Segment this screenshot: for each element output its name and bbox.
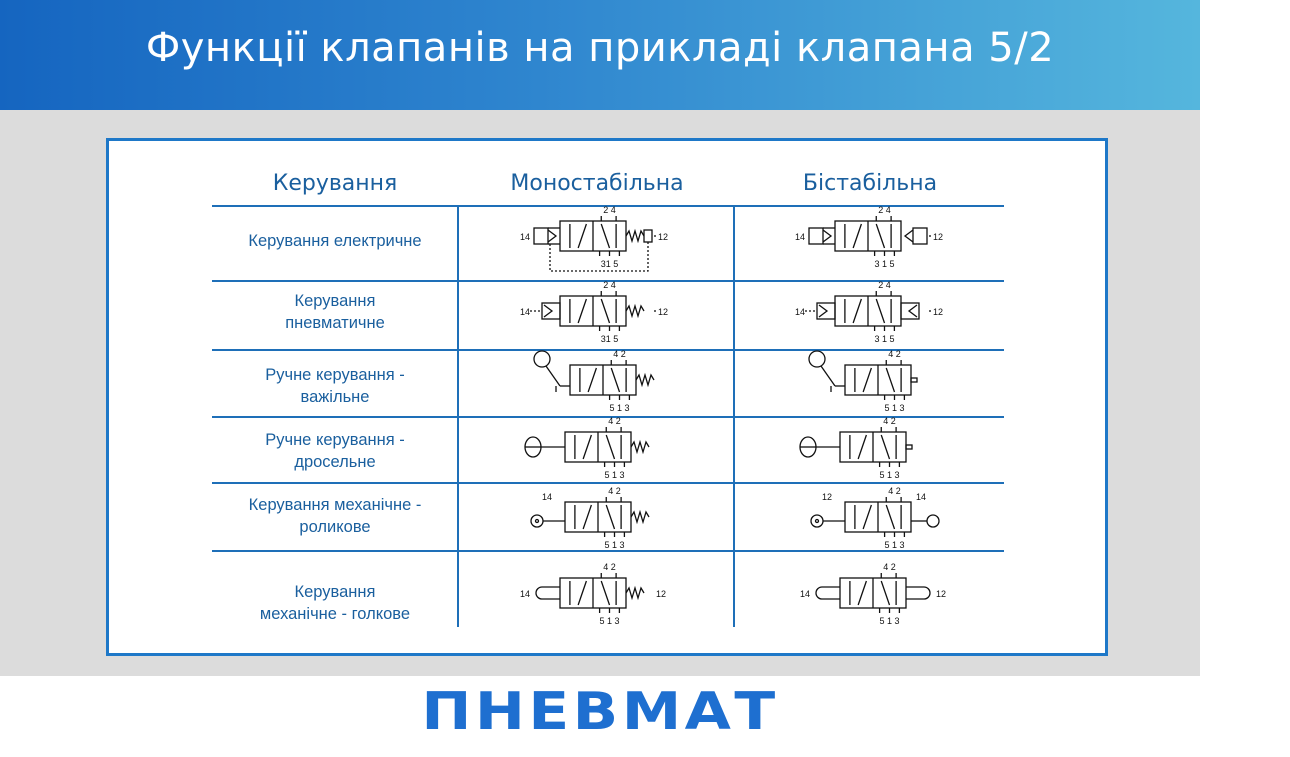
pilot-arrow-icon — [819, 305, 827, 317]
port-label-top: 2 4 — [878, 205, 891, 215]
port-label-top: 2 4 — [603, 205, 616, 215]
spring-icon — [636, 375, 654, 385]
row-label-line: Керування — [294, 583, 376, 601]
port-label-left: 14 — [541, 492, 553, 502]
flow-arrow — [881, 581, 889, 605]
row-label-electric — [212, 230, 458, 252]
row-label-line: Ручне керування - — [265, 366, 405, 384]
flow-arrow — [578, 224, 586, 248]
port-label-bottom: 31 5 — [600, 334, 619, 344]
solenoid-icon — [809, 228, 823, 244]
lever-knob-icon — [809, 351, 825, 367]
flow-arrow — [876, 299, 884, 323]
lever-arm-icon — [546, 366, 560, 386]
port-label-bottom: 5 1 3 — [599, 616, 620, 626]
pilot-icon — [823, 230, 831, 242]
flow-arrow — [858, 435, 866, 459]
flow-arrow — [886, 505, 894, 529]
row-label-line: механічне - голкове — [259, 605, 411, 623]
valve-symbol-plunger-mono — [515, 560, 665, 628]
solenoid-icon — [913, 228, 927, 244]
port-label-top: 4 2 — [883, 416, 896, 426]
roller-icon — [811, 515, 823, 527]
flow-arrow — [583, 435, 591, 459]
port-label-right: 12 — [658, 307, 669, 317]
port-label-bottom: 5 1 3 — [609, 403, 630, 413]
plunger-icon — [536, 587, 560, 599]
port-label-bottom: 3 1 5 — [874, 259, 895, 269]
row-label-pneumatic — [212, 290, 458, 334]
port-label-top: 4 2 — [603, 562, 616, 572]
grid-divider — [457, 207, 459, 627]
port-label-right: 12 — [933, 307, 944, 317]
port-label-bottom: 5 1 3 — [884, 540, 905, 550]
spring-icon — [626, 231, 644, 241]
flow-arrow — [583, 505, 591, 529]
valve-symbol-roller-mono — [520, 484, 660, 550]
flow-arrow — [578, 299, 586, 323]
page-title: Функції клапанів на прикладі клапана 5/2 — [145, 25, 1055, 71]
solenoid-icon — [534, 228, 548, 244]
roller-icon — [927, 515, 939, 527]
port-label-left: 12 — [821, 492, 833, 502]
flow-arrow — [853, 224, 861, 248]
port-label-right: 12 — [656, 589, 667, 599]
grid-divider — [733, 207, 735, 627]
flow-arrow — [881, 435, 889, 459]
row-label-line: важільне — [300, 388, 370, 406]
valve-symbol-lever-bi — [800, 347, 930, 413]
header-banner — [0, 0, 1200, 110]
spring-icon — [631, 512, 649, 522]
valve-symbol-button-bi — [795, 414, 930, 480]
flow-arrow — [863, 505, 871, 529]
lever-arm-icon — [821, 366, 835, 386]
port-label-left: 14 — [519, 589, 530, 599]
flow-arrow — [876, 224, 884, 248]
port-label-left: 14 — [519, 232, 530, 242]
flow-arrow — [611, 368, 619, 392]
row-label-button — [212, 429, 458, 473]
row-label-roller — [212, 494, 458, 538]
row-label-line: Керування — [294, 292, 376, 310]
detent-icon — [911, 378, 917, 382]
port-label-top: 4 2 — [888, 349, 901, 359]
port-label-left: 14 — [794, 232, 805, 242]
plunger-icon — [906, 587, 930, 599]
port-label-right: 12 — [658, 232, 669, 242]
port-label-top: 4 2 — [613, 349, 626, 359]
row-label-plunger — [212, 581, 458, 625]
flow-arrow — [601, 581, 609, 605]
flow-arrow — [601, 299, 609, 323]
flow-arrow — [606, 505, 614, 529]
flow-arrow — [853, 299, 861, 323]
spring-icon — [631, 442, 649, 452]
pilot-icon — [548, 230, 556, 242]
flow-arrow — [858, 581, 866, 605]
pilot-icon — [644, 230, 652, 242]
valve-symbol-electric-bi — [790, 203, 944, 273]
row-label-line: дросельне — [294, 453, 376, 471]
column-header-mono: Моностабільна — [510, 171, 684, 196]
port-label-top: 4 2 — [883, 562, 896, 572]
port-label-right: 12 — [936, 589, 947, 599]
port-label-bottom: 31 5 — [600, 259, 619, 269]
port-label-left: 14 — [794, 307, 805, 317]
row-label-line: пневматичне — [285, 314, 385, 332]
valve-symbol-button-mono — [520, 414, 655, 480]
pilot-arrow-icon — [544, 305, 552, 317]
detent-icon — [906, 445, 912, 449]
column-header-control: Керування — [272, 171, 398, 196]
port-label-left: 14 — [799, 589, 810, 599]
lever-knob-icon — [534, 351, 550, 367]
row-label-lever — [212, 364, 458, 408]
flow-arrow — [601, 224, 609, 248]
roller-axle-icon — [536, 520, 539, 523]
flow-arrow — [588, 368, 596, 392]
pilot-arrow-icon — [909, 305, 917, 317]
plunger-icon — [816, 587, 840, 599]
port-label-bottom: 5 1 3 — [879, 616, 900, 626]
valve-symbol-electric-mono — [515, 203, 669, 273]
valve-symbol-pneumatic-bi — [790, 278, 944, 348]
row-label-line: Керування механічне - — [248, 496, 422, 514]
spring-icon — [626, 588, 644, 598]
flow-arrow — [863, 368, 871, 392]
spring-icon — [626, 306, 644, 316]
port-label-top: 2 4 — [878, 280, 891, 290]
valve-symbol-pneumatic-mono — [515, 278, 669, 348]
port-label-top: 4 2 — [608, 416, 621, 426]
port-label-left: 14 — [519, 307, 530, 317]
valve-symbol-plunger-bi — [795, 560, 945, 628]
port-label-right: 12 — [933, 232, 944, 242]
roller-icon — [531, 515, 543, 527]
port-label-bottom: 5 1 3 — [604, 540, 625, 550]
port-label-bottom: 5 1 3 — [884, 403, 905, 413]
valve-symbol-lever-mono — [525, 347, 655, 413]
row-label-line: роликове — [299, 518, 371, 536]
column-header-bi: Бістабільна — [802, 171, 938, 196]
flow-arrow — [606, 435, 614, 459]
flow-arrow — [578, 581, 586, 605]
roller-axle-icon — [816, 520, 819, 523]
port-label-bottom: 5 1 3 — [879, 470, 900, 480]
row-label-line: Керування електричне — [248, 232, 422, 250]
port-label-top: 4 2 — [608, 486, 621, 496]
port-label-right: 14 — [915, 492, 927, 502]
row-label-line: Ручне керування - — [265, 431, 405, 449]
port-label-top: 4 2 — [888, 486, 901, 496]
port-label-top: 2 4 — [603, 280, 616, 290]
grid-line — [212, 550, 1004, 552]
port-label-bottom: 3 1 5 — [874, 334, 895, 344]
brand-logo: ПНЕВМАТ — [421, 682, 779, 742]
pilot-line — [550, 242, 648, 271]
flow-arrow — [886, 368, 894, 392]
port-label-bottom: 5 1 3 — [604, 470, 625, 480]
pilot-icon — [905, 230, 913, 242]
valve-symbol-roller-bi — [800, 484, 940, 550]
